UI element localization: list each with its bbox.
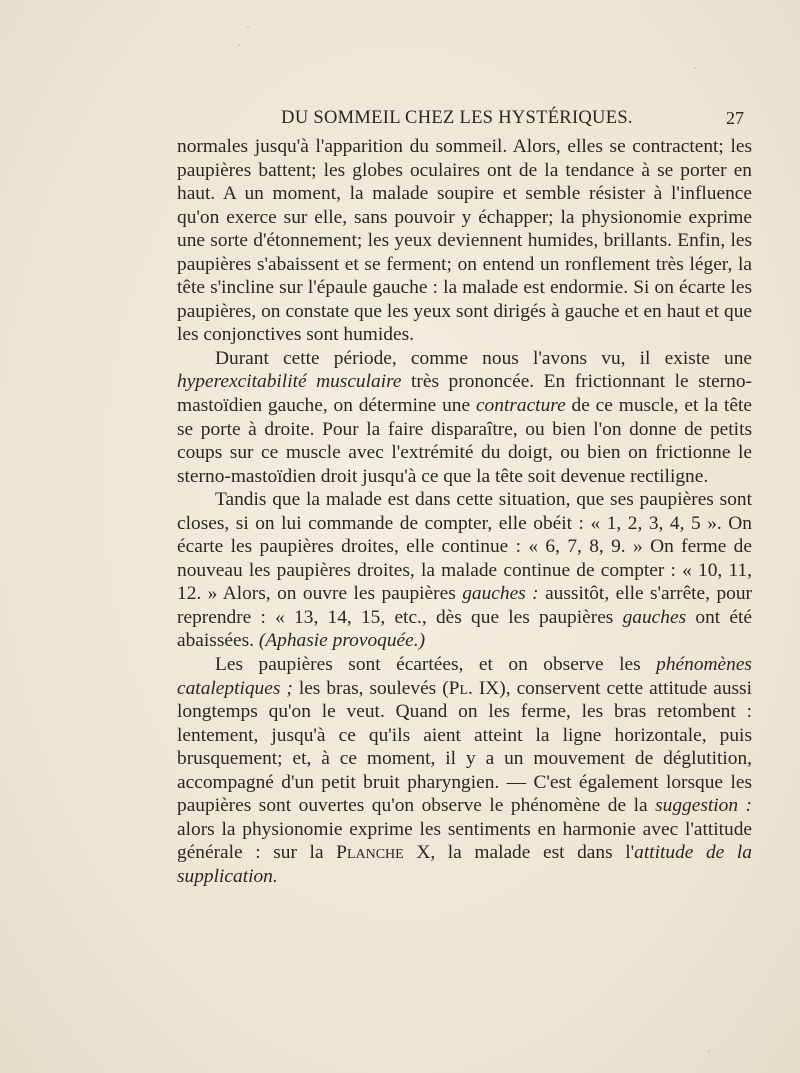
small-caps-text: Planche <box>336 842 404 864</box>
paragraph-text: Durant cette période, comme nous l'avons vu, il existe une <box>215 347 752 369</box>
paragraph-text: ont été abaissées. <box>177 606 752 652</box>
small-caps-text: Pl. <box>448 677 473 699</box>
italic-term: attitude de la supplication. <box>177 842 752 887</box>
italic-term: gauches <box>622 606 687 628</box>
paragraph-text: très prononcée. En frictionnant le sterno-mastoïdien gauche, on détermine une <box>177 371 752 417</box>
paragraph-text: normales jusqu'à l'apparition du sommeil. Alors, elles se contractent; les paupières battent; les globes oculaires ont de la tendance à se porter en haut. A un moment, la malade soupire et semble résister à l'influence qu'on exerce sur elle, sans pouvoir y échapper; la physionomie exprime une sorte d'étonnement; les yeux deviennent humides, brillants. Enfin, les paupières s'abaissent et se ferment; on entend un ronflement très léger, la tête s'incline sur l'épaule gauche : la malade est endormie. Si on écarte les paupières, on constate que les yeux sont dirigés à gauche et en haut et que les conjonctives sont humides. <box>177 136 752 346</box>
italic-term: phénomènes cataleptiques ; <box>177 654 752 699</box>
paragraph-text: X, la malade est dans l' <box>416 842 635 864</box>
italic-term: gauches : <box>462 583 539 605</box>
paragraph-4 <box>177 653 752 888</box>
italic-term: hyperexcitabilité musculaire <box>177 371 402 393</box>
paragraph-text: alors la physionomie exprime les sentiments en harmonie avec l'attitude générale : sur la <box>177 818 752 864</box>
italic-term: contracture <box>475 395 566 417</box>
paragraph-text: aussitôt, elle s'arrête, pour reprendre : « 13, 14, 15, etc., dès que les paupières <box>177 583 752 628</box>
italic-term: (Aphasie provoquée.) <box>258 630 426 652</box>
paragraph-text: de ce muscle, et la tête se porte à droite. Pour la faire disparaître, ou bien l'on donne de petits coups sur ce muscle avec l'extrémité du doigt, ou bien on frictionne le sterno-mastoïdien droit jusqu'à ce que la tête soit devenue rectiligne. <box>177 395 752 487</box>
paragraph-3 <box>177 488 752 653</box>
paragraph-text: les bras, soulevés ( <box>298 677 449 699</box>
paper-speck <box>694 67 696 69</box>
paper-speck <box>238 44 240 46</box>
running-title: DU SOMMEIL CHEZ LES HYSTÉRIQUES. <box>281 108 633 128</box>
paragraph-2 <box>177 347 752 488</box>
paragraph-text: IX), conservent cette attitude aussi longtemps qu'on le veut. Quand on les ferme, les bras retombent : lentement, jusqu'à ce qu'ils aient atteint la ligne horizontale, puis brusquement; et, à ce moment, il y a un mouvement de déglutition, accompagné d'un petit bruit pharyngien. — C'est également lorsque les paupières sont ouvertes qu'on observe le phénomène de la <box>177 677 752 817</box>
running-head <box>177 103 752 133</box>
paragraph-1 <box>177 135 752 347</box>
body-text <box>177 135 752 889</box>
paper-speck <box>708 1050 710 1052</box>
page-number: 27 <box>726 108 744 128</box>
paper-speck <box>247 26 249 28</box>
italic-term: suggestion : <box>655 795 752 817</box>
paragraph-text: Tandis que la malade est dans cette situation, que ses paupières sont closes, si on lui commande de compter, elle obéit : « 1, 2, 3, 4, 5 ». On écarte les paupières droites, elle continue : « 6, 7, 8, 9. » On ferme de nouveau les paupières droites, la malade continue de compter : « 10, 11, 12. » Alors, on ouvre les paupières <box>177 489 752 605</box>
paragraph-text: Les paupières sont écartées, et on observe les <box>215 654 641 676</box>
